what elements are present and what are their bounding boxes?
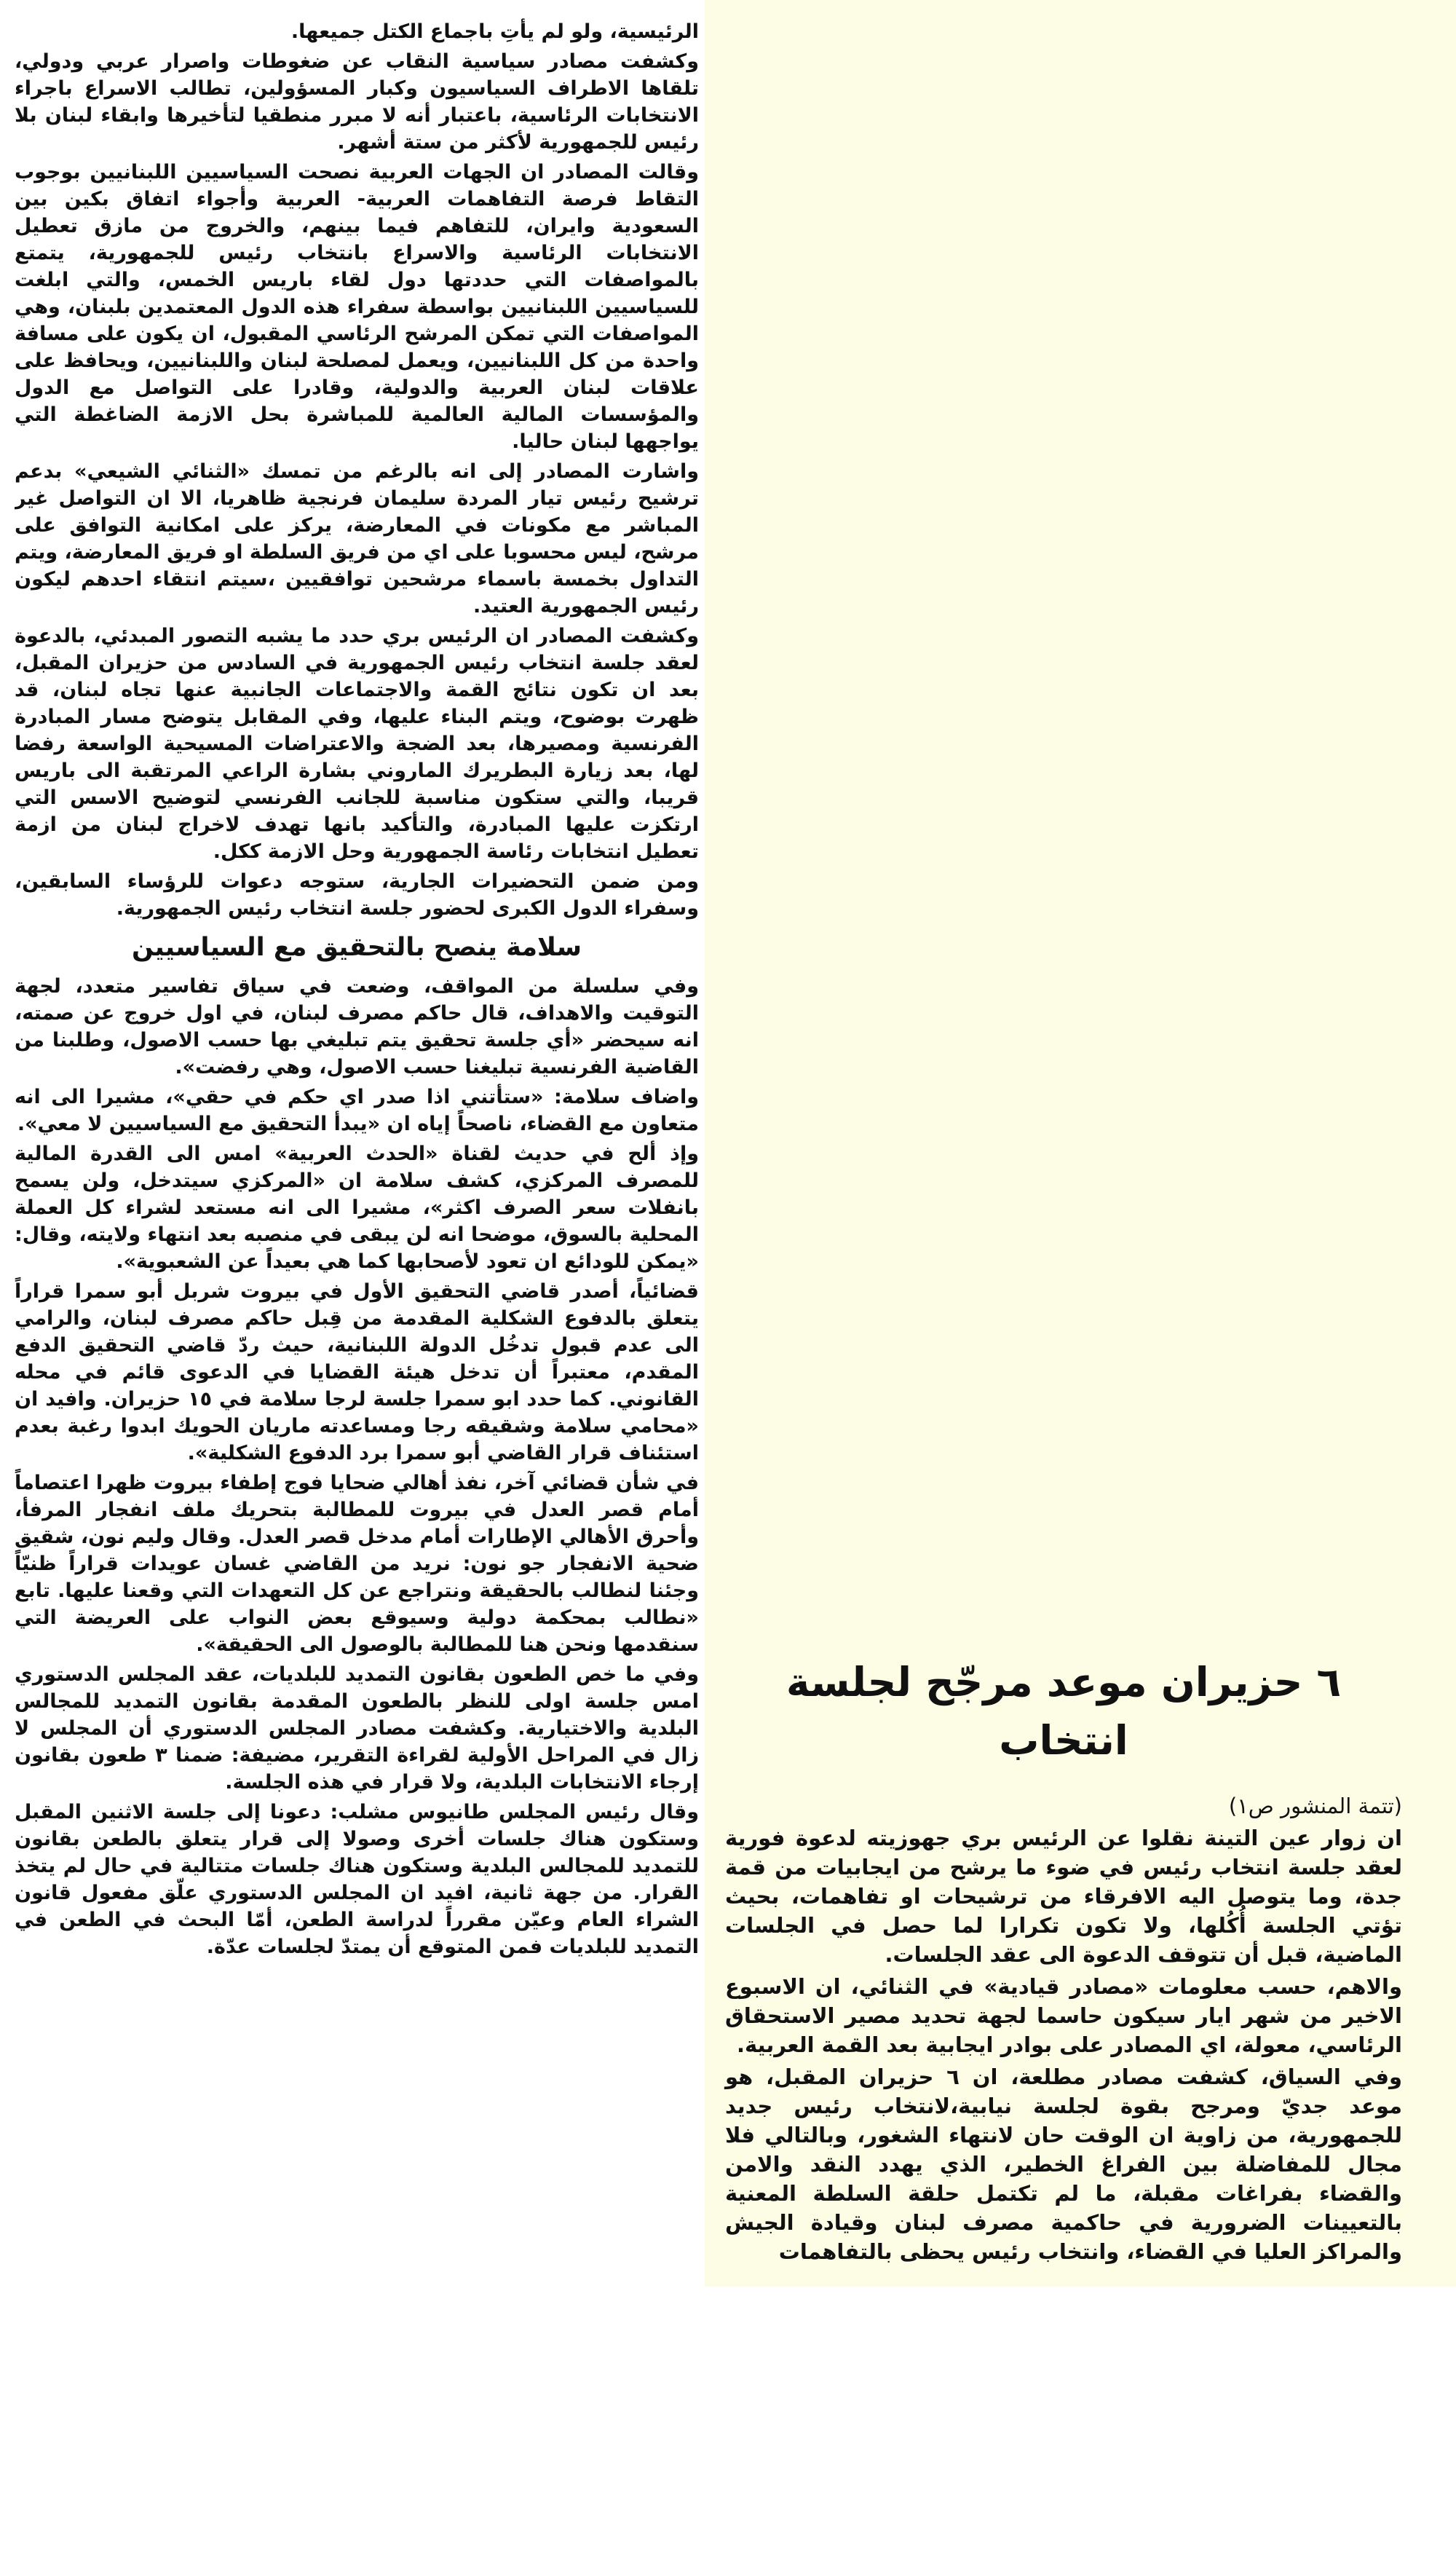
- article-paragraph: ان زوار عين التينة نقلوا عن الرئيس بري جهوزيته لدعوة فورية لعقد جلسة انتخاب رئيس في ضوء ما يرشح من ايجابيات من قمة جدة، وما يتوصل اليه الافرقاء من ترشيحات او تفاهمات، بحيث تؤتي الجلسة أُكُلها، ولا تكون تكرارا لما حصل في الجلسات الماضية، قبل أن تتوقف الدعوة الى عقد الجلسات.: [725, 1826, 1402, 1967]
- article-paragraph: واشارت المصادر إلى انه بالرغم من تمسك «الثنائي الشيعي» بدعم ترشيح رئيس تيار المردة سليمان فرنجية ظاهريا، الا ان التواصل غير المباشر مع مكونات في المعارضة، يركز على امكانية التوافق على مرشح، ليس محسوبا على اي من فريق السلطة او فريق المعارضة، ويتم التداول بخمسة باسماء مرشحين توافقيين ،سيتم انتقاء احدهم ليكون رئيس الجمهورية العتيد.: [15, 460, 699, 618]
- article-paragraph: وكشفت مصادر سياسية النقاب عن ضغوطات واصرار عربي ودولي، تلقاها الاطراف السياسيون وكبار المسؤولين، تطالب الاسراع باجراء الانتخابات الرئاسية، باعتبار أنه لا مبرر منطقيا لتأخيرها وابقاء لبنان بلا رئيس للجمهورية لأكثر من ستة أشهر.: [15, 50, 699, 154]
- article-paragraph: الرئيسية، ولو لم يأتِ باجماع الكتل جميعها.: [290, 20, 699, 43]
- article-paragraph: وقالت المصادر ان الجهات العربية نصحت السياسيين اللبنانيين بوجوب التقاط فرصة التفاهمات العربية- العربية وأجواء اتفاق بكين بين السعودية وايران، للتفاهم فيما بينهم، والخروج من مازق تعطيل الانتخابات الرئاسية والاسراع بانتخاب رئيس للجمهورية، يتمتع بالمواصفات التي حددتها دول لقاء باريس الخمس، والتي ابلغت للسياسيين اللبنانيين بواسطة سفراء هذه الدول المعتمدين بلبنان، وهي المواصفات التي تمكن المرشح الرئاسي المقبول، ان يكون على مسافة واحدة من كل اللبنانيين، ويعمل لمصلحة لبنان واللبنانيين، ويحافظ على علاقات لبنان العربية والدولية، وقادرا على التواصل مع الدول والمؤسسات المالية العالمية للمباشرة بحل الازمة الضاغطة التي يواجهها لبنان حاليا.: [15, 161, 699, 453]
- article-paragraph: وفي ما خص الطعون بقانون التمديد للبلديات، عقد المجلس الدستوري امس جلسة اولى للنظر بالطعون المقدمة بقانون التمديد للمجالس البلدية والاختيارية. وكشفت مصادر المجلس الدستوري أن المجلس لا زال في المراحل الأولية لقراءة التقرير، مضيفة: ضمنا ٣ طعون بقانون إرجاء الانتخابات البلدية، ولا قرار في هذه الجلسة.: [15, 1663, 699, 1794]
- right-article-column: [705, 0, 1456, 2287]
- left-article-column: [15, 18, 699, 2538]
- article-paragraph: وفي سلسلة من المواقف، وضعت في سياق تفاسير متعدد، لجهة التوقيت والاهداف، قال حاكم مصرف لبنان، في اول خروج عن صمته، انه سيحضر «أي جلسة تحقيق يتم تبليغي بها حسب الاصول، وطلبنا من القاضية الفرنسية تبليغنا حسب الاصول، وهي رفضت».: [15, 975, 699, 1078]
- article-paragraph: قضائياً، أصدر قاضي التحقيق الأول في بيروت شربل أبو سمرا قراراً يتعلق بالدفوع الشكلية المقدمة من قِبل حاكم مصرف لبنان، والرامي الى عدم قبول تدخُل الدولة اللبنانية، حيث ردّ قاضي التحقيق الدفع المقدم، معتبراً أن تدخل هيئة القضايا في الدعوى قائم في محله القانوني. كما حدد ابو سمرا جلسة لرجا سلامة في ١٥ حزيران. وافيد ان «محامي سلامة وشقيقه رجا ومساعدته ماريان الحويك ابدوا رغبة بعدم استئناف قرار القاضي أبو سمرا برد الدفوع الشكلية».: [15, 1280, 699, 1464]
- article-paragraph: وكشفت المصادر ان الرئيس بري حدد ما يشبه التصور المبدئي، بالدعوة لعقد جلسة انتخاب رئيس الجمهورية في السادس من حزيران المقبل، بعد ان تكون نتائج القمة والاجتماعات الجانبية عنها تجاه لبنان، قد ظهرت بوضوح، ويتم البناء عليها، وفي المقابل يتوضح مسار المبادرة الفرنسية ومصيرها، بعد الضجة والاعتراضات المسيحية الواسعة رفضا لها، بعد زيارة البطريرك الماروني بشارة الراعي المرتقبة الى باريس قريبا، والتي ستكون مناسبة للجانب الفرنسي لتوضيح الاسس التي ارتكزت عليها المبادرة، والتأكيد بانها تهدف لاخراج لبنان من ازمة تعطيل انتخابات رئاسة الجمهورية وحل الازمة ككل.: [15, 625, 699, 863]
- article-paragraph: ومن ضمن التحضيرات الجارية، ستوجه دعوات للرؤساء السابقين، وسفراء الدول الكبرى لحضور جلسة انتخاب رئيس الجمهورية.: [15, 870, 699, 920]
- article-paragraph: في شأن قضائي آخر، نفذ أهالي ضحايا فوج إطفاء بيروت ظهرا اعتصاماً أمام قصر العدل في بيروت للمطالبة بتحريك ملف انفجار المرفأ، وأحرق الأهالي الإطارات أمام مدخل قصر العدل. وقال وليم نون، شقيق ضحية الانفجار جو نون: نريد من القاضي غسان عويدات قراراً ظنيّاً وجئنا لنطالب بالحقيقة ونتراجع عن كل التعهدات التي وقعنا عليها. تابع «نطالب بمحكمة دولية وسيوقع بعض النواب على العريضة التي سنقدمها ونحن هنا للمطالبة بالوصول الى الحقيقة».: [15, 1472, 699, 1656]
- article-paragraph: وقال رئيس المجلس طانيوس مشلب: دعونا إلى جلسة الاثنين المقبل وستكون هناك جلسات أخرى وصولا إلى قرار يتعلق بالطعن بقانون للتمديد للمجالس البلدية وستكون هناك جلسات متتالية في حال لم يتخذ القرار. من جهة ثانية، افيد ان المجلس الدستوري علّق مفعول قانون الشراء العام وعيّن مقرراً لدراسة الطعن، أمّا البحث في الطعن في التمديد للبلديات فمن المتوقع أن يمتدّ لجلسات عدّة.: [15, 1801, 699, 1958]
- article-paragraph: وفي السياق، كشفت مصادر مطلعة، ان ٦ حزيران المقبل، هو موعد جديّ ومرجح بقوة لجلسة نيابية،لانتخاب رئيس جديد للجمهورية، من زاوية ان الوقت حان لانتهاء الشغور، وبالتالي فلا مجال للمفاضلة بين الفراغ الخطير، الذي يهدد النقد والامن والقضاء بفراغات مقبلة، ما لم تكتمل حلقة السلطة المعنية بالتعيينات الضرورية في حاكمية مصرف لبنان وقيادة الجيش والمراكز العليا في القضاء، وانتخاب رئيس يحظى بالتفاهمات: [725, 2064, 1402, 2264]
- article-paragraph: واضاف سلامة: «ستأتني اذا صدر اي حكم في حقي»، مشيرا الى انه متعاون مع القضاء، ناصحاً إياه ان «يبدأ التحقيق مع السياسيين لا معي».: [15, 1086, 699, 1135]
- front-story-continuation: [725, 1653, 1402, 2269]
- continuation-note: (تتمة المنشور ص١): [1228, 1794, 1402, 1818]
- section-subheading: سلامة ينصح بالتحقيق مع السياسيين: [132, 933, 582, 962]
- article-paragraph: والاهم، حسب معلومات «مصادر قيادية» في الثنائي، ان الاسبوع الاخير من شهر ايار سيكون حاسما لجهة تحديد مصير الاستحقاق الرئاسي، معولة، اي المصادر على بوادر ايجابية بعد القمة العربية.: [725, 1974, 1402, 2057]
- article-paragraph: وإذ ألح في حديث لقناة «الحدث العربية» امس الى القدرة المالية للمصرف المركزي، كشف سلامة ان «المركزي سيتدخل، ولن يسمح بانفلات سعر الصرف اكثر»، مشيرا الى انه مستعد لشراء كل العملة المحلية بالسوق، موضحا انه لن يبقى في منصبه بعد انتهاء ولايته، وقال: «يمكن للودائع ان تعود لأصحابها كما هي بعيداً عن الشعبوية».: [15, 1143, 699, 1273]
- article-headline: ٦ حزيران موعد مرجّح لجلسة انتخاب: [786, 1659, 1342, 1764]
